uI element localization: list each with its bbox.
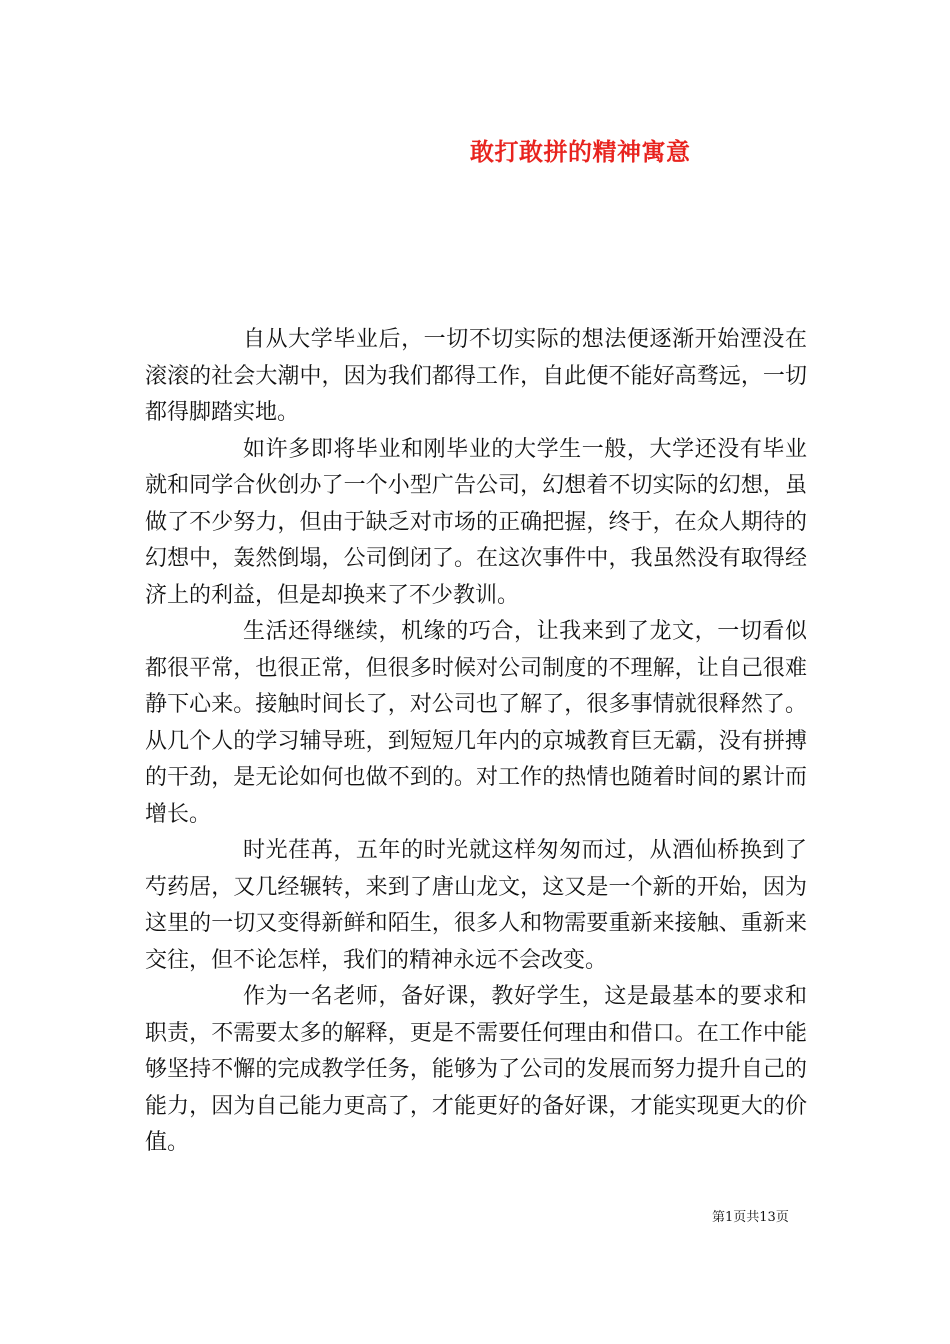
paragraph-4: 时光荏苒，五年的时光就这样匆匆而过，从酒仙桥换到了芍药居，又几经辗转，来到了唐山龙文，这又是一个新的开始，因为这里的一切又变得新鲜和陌生，很多人和物需要重新来接触、重新来交往，但不论怎样，我们的精神永远不会改变。 (145, 838, 807, 973)
paragraph-1: 自从大学毕业后，一切不切实际的想法便逐渐开始湮没在滚滚的社会大潮中，因为我们都得工作，自此便不能好高骛远，一切都得脚踏实地。 (145, 327, 807, 425)
paragraph-5: 作为一名老师，备好课，教好学生，这是最基本的要求和职责，不需要太多的解释，更是不需要任何理由和借口。在工作中能够坚持不懈的完成教学任务，能够为了公司的发展而努力提升自己的能力，因为自己能力更高了，才能更好的备好课，才能实现更大的价值。 (145, 984, 807, 1155)
paragraph-3: 生活还得继续，机缘的巧合，让我来到了龙文，一切看似都很平常，也很正常，但很多时候对公司制度的不理解，让自己很难静下心来。接触时间长了，对公司也了解了，很多事情就很释然了。从几个人的学习辅导班，到短短几年内的京城教育巨无霸，没有拼搏的干劲，是无论如何也做不到的。对工作的热情也随着时间的累计而增长。 (145, 619, 807, 827)
page-number-footer: 第1页共13页 (712, 1210, 789, 1225)
document-title: 敢打敢拼的精神寓意 (470, 137, 691, 166)
paragraph-2: 如许多即将毕业和刚毕业的大学生一般，大学还没有毕业就和同学合伙创办了一个小型广告公司，幻想着不切实际的幻想，虽做了不少努力，但由于缺乏对市场的正确把握，终于，在众人期待的幻想中，轰然倒塌，公司倒闭了。在这次事件中，我虽然没有取得经济上的利益，但是却换来了不少教训。 (145, 436, 807, 608)
document-body (145, 322, 807, 1162)
